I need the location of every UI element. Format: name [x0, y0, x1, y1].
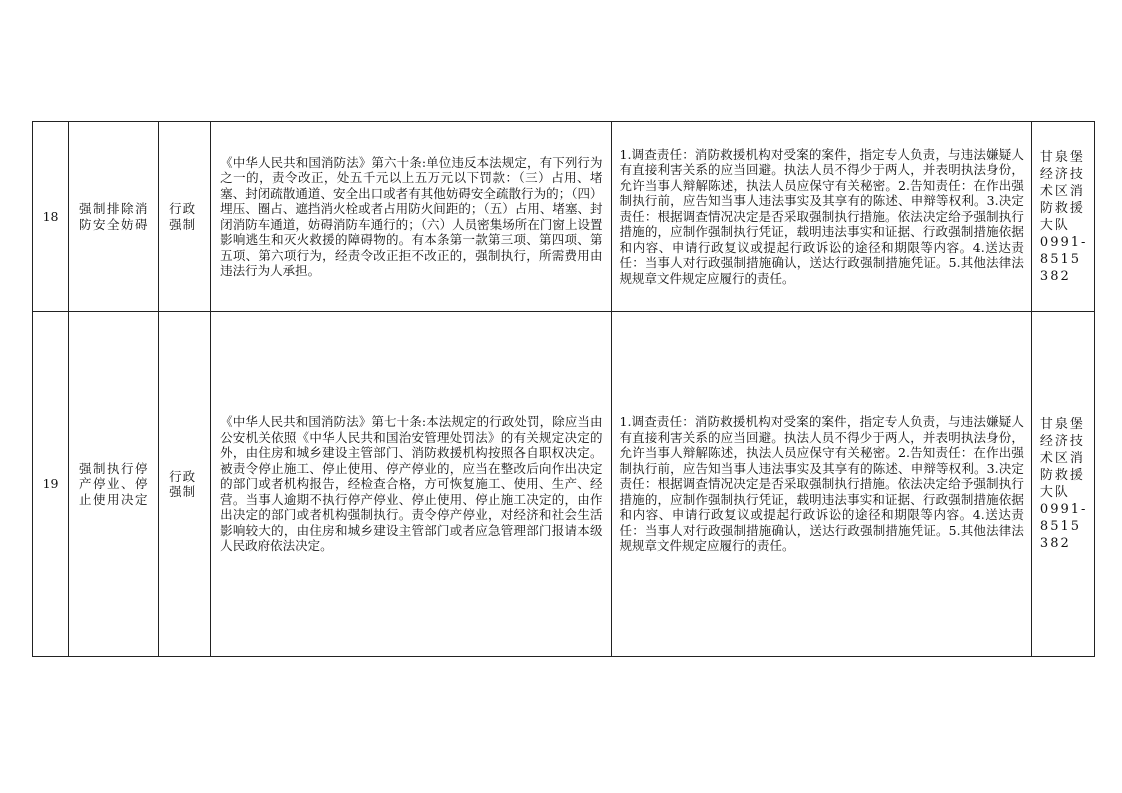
department-cell: [1031, 312, 1094, 657]
item-type: 行政强制: [169, 201, 197, 232]
responsibility-cell: [611, 312, 1031, 657]
item-type: 行政强制: [169, 468, 197, 499]
department-phone: 0991-8515382: [1039, 234, 1088, 284]
power-list-table: [32, 121, 1095, 657]
item-name-cell: [69, 122, 159, 312]
legal-basis-text: 《中华人民共和国消防法》第六十条:单位违反本法规定，有下列行为之一的，责令改正，处五千元以上五万元以下罚款：（三）占用、堵塞、封闭疏散通道、安全出口或者有其他妨碍安全疏散行为的；（四）埋压、圈占、遮挡消火栓或者占用防火间距的；（五）占用、堵塞、封闭消防车通道，妨碍消防车通行的；（六）人员密集场所在门窗上设置影响逃生和灭火救援的障碍物的。有本条第一款第三项、第四项、第五项、第六项行为，经责令改正拒不改正的，强制执行，所需费用由违法行为人承担。: [220, 154, 603, 278]
row-number: 19: [33, 312, 69, 657]
legal-basis-text: 《中华人民共和国消防法》第七十条:本法规定的行政处罚，除应当由公安机关依照《中华人民共和国治安管理处罚法》的有关规定决定的外，由住房和城乡建设主管部门、消防救援机构按照各自职权决定。被责令停止施工、停止使用、停产停业的，应当在整改后向作出决定的部门或者机构报告，经检查合格，方可恢复施工、使用、生产、经营。当事人逾期不执行停产停业、停止使用、停止施工决定的，由作出决定的部门或者机构强制执行。责令停产停业，对经济和社会生活影响较大的，由住房和城乡建设主管部门或者应急管理部门报请本级人民政府依法决定。: [220, 414, 603, 554]
department-name: 甘泉堡经济技术区消防救援大队: [1039, 417, 1085, 500]
item-type-cell: [159, 312, 211, 657]
responsibility-text: 1.调查责任：消防救援机构对受案的案件，指定专人负责，与违法嫌疑人有直接利害关系的应当回避。执法人员不得少于两人，并表明执法身份，允许当事人辩解陈述，执法人员应保守有关秘密。2.告知责任：在作出强制执行前，应告知当事人违法事实及其享有的陈述、申辩等权利。3.决定责任：根据调查情况决定是否采取强制执行措施。依法决定给予强制执行措施的，应制作强制执行凭证，载明违法事实和证据、行政强制措施依据和内容、申请行政复议或提起行政诉讼的途径和期限等内容。4.送达责任：当事人对行政强制措施确认，送达行政强制措施凭证。5.其他法律法规规章文件规定应履行的责任。: [619, 146, 1024, 286]
table-row: [33, 122, 1095, 312]
item-name: 强制排除消防安全妨碍: [79, 201, 150, 232]
row-number: 18: [33, 122, 69, 312]
item-type-cell: [159, 122, 211, 312]
legal-basis-cell: [211, 122, 611, 312]
table-row: [33, 312, 1095, 657]
department-cell: [1031, 122, 1094, 312]
department-phone: 0991-8515382: [1039, 502, 1088, 551]
department-name: 甘泉堡经济技术区消防救援大队: [1039, 149, 1085, 233]
responsibility-text: 1.调查责任：消防救援机构对受案的案件，指定专人负责，与违法嫌疑人有直接利害关系的应当回避。执法人员不得少于两人，并表明执法身份，允许当事人辩解陈述，执法人员应保守有关秘密。2.告知责任：在作出强制执行前，应告知当事人违法事实及其享有的陈述、申辩等权利。3.决定责任：根据调查情况决定是否采取强制执行措施。依法决定给予强制执行措施的，应制作强制执行凭证，载明违法事实和证据、行政强制措施依据和内容、申请行政复议或提起行政诉讼的途径和期限等内容。4.送达责任：当事人对行政强制措施确认，送达行政强制措施凭证。5.其他法律法规规章文件规定应履行的责任。: [619, 414, 1024, 554]
legal-basis-cell: [211, 312, 611, 657]
responsibility-cell: [611, 122, 1031, 312]
item-name: 强制执行停产停业、停止使用决定: [79, 460, 150, 507]
item-name-cell: [69, 312, 159, 657]
